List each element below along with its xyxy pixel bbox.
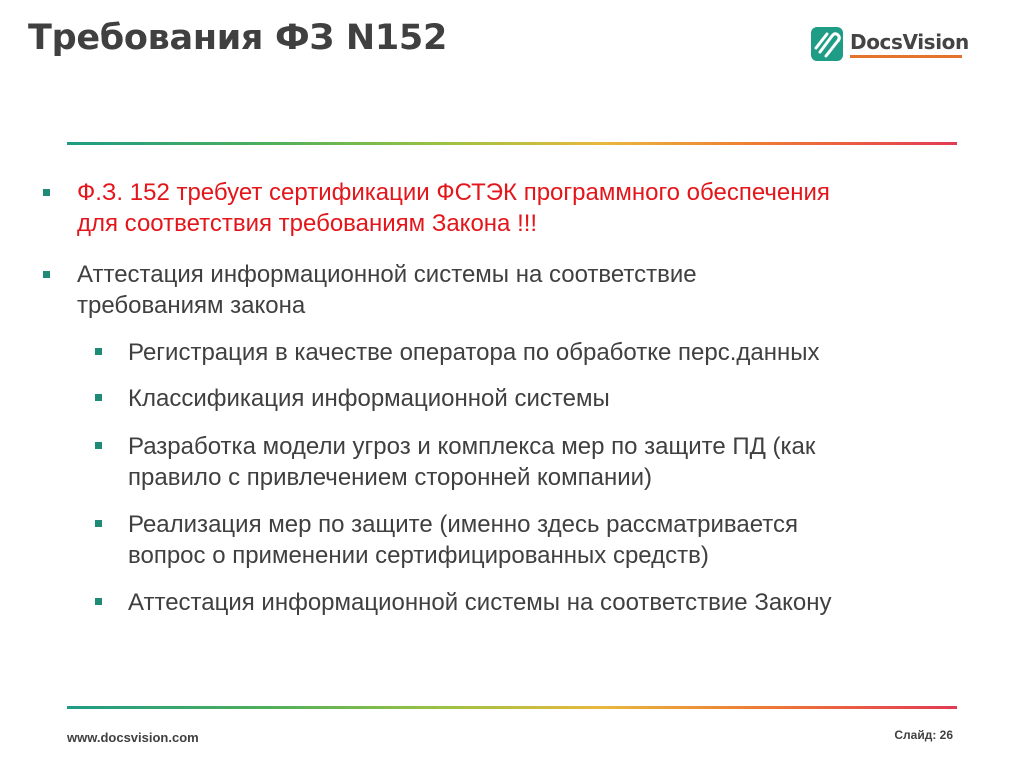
slide-title: Требования ФЗ N152 (28, 18, 447, 58)
footer-website-link[interactable]: www.docsvision.com (67, 730, 199, 745)
bullet-marker-icon (95, 442, 102, 449)
bullet-marker-icon (95, 348, 102, 355)
bottom-divider (67, 706, 957, 709)
logo-text: DocsVision (850, 30, 969, 54)
bullet-marker-icon (43, 189, 50, 196)
bullet-item: Ф.З. 152 требует сертификации ФСТЭК программного обеспечения для соответствия требованиям Закона !!! (77, 177, 830, 239)
sub-bullet-item: Регистрация в качестве оператора по обработке перс.данных (128, 337, 819, 368)
bullet-marker-icon (95, 394, 102, 401)
sub-bullet-item: Аттестация информационной системы на соответствие Закону (128, 587, 832, 618)
sub-bullet-item: Классификация информационной системы (128, 383, 610, 414)
sub-bullet-item: Реализация мер по защите (именно здесь рассматривается вопрос о применении сертифицированных средств) (128, 509, 798, 571)
sub-bullet-item: Разработка модели угроз и комплекса мер по защите ПД (как правило с привлечением сторонней компании) (128, 431, 815, 493)
bullet-marker-icon (43, 271, 50, 278)
slide-number: Слайд: 26 (894, 728, 953, 742)
bullet-item: Аттестация информационной системы на соответствие требованиям закона (77, 259, 697, 321)
bullet-marker-icon (95, 598, 102, 605)
bullet-marker-icon (95, 520, 102, 527)
